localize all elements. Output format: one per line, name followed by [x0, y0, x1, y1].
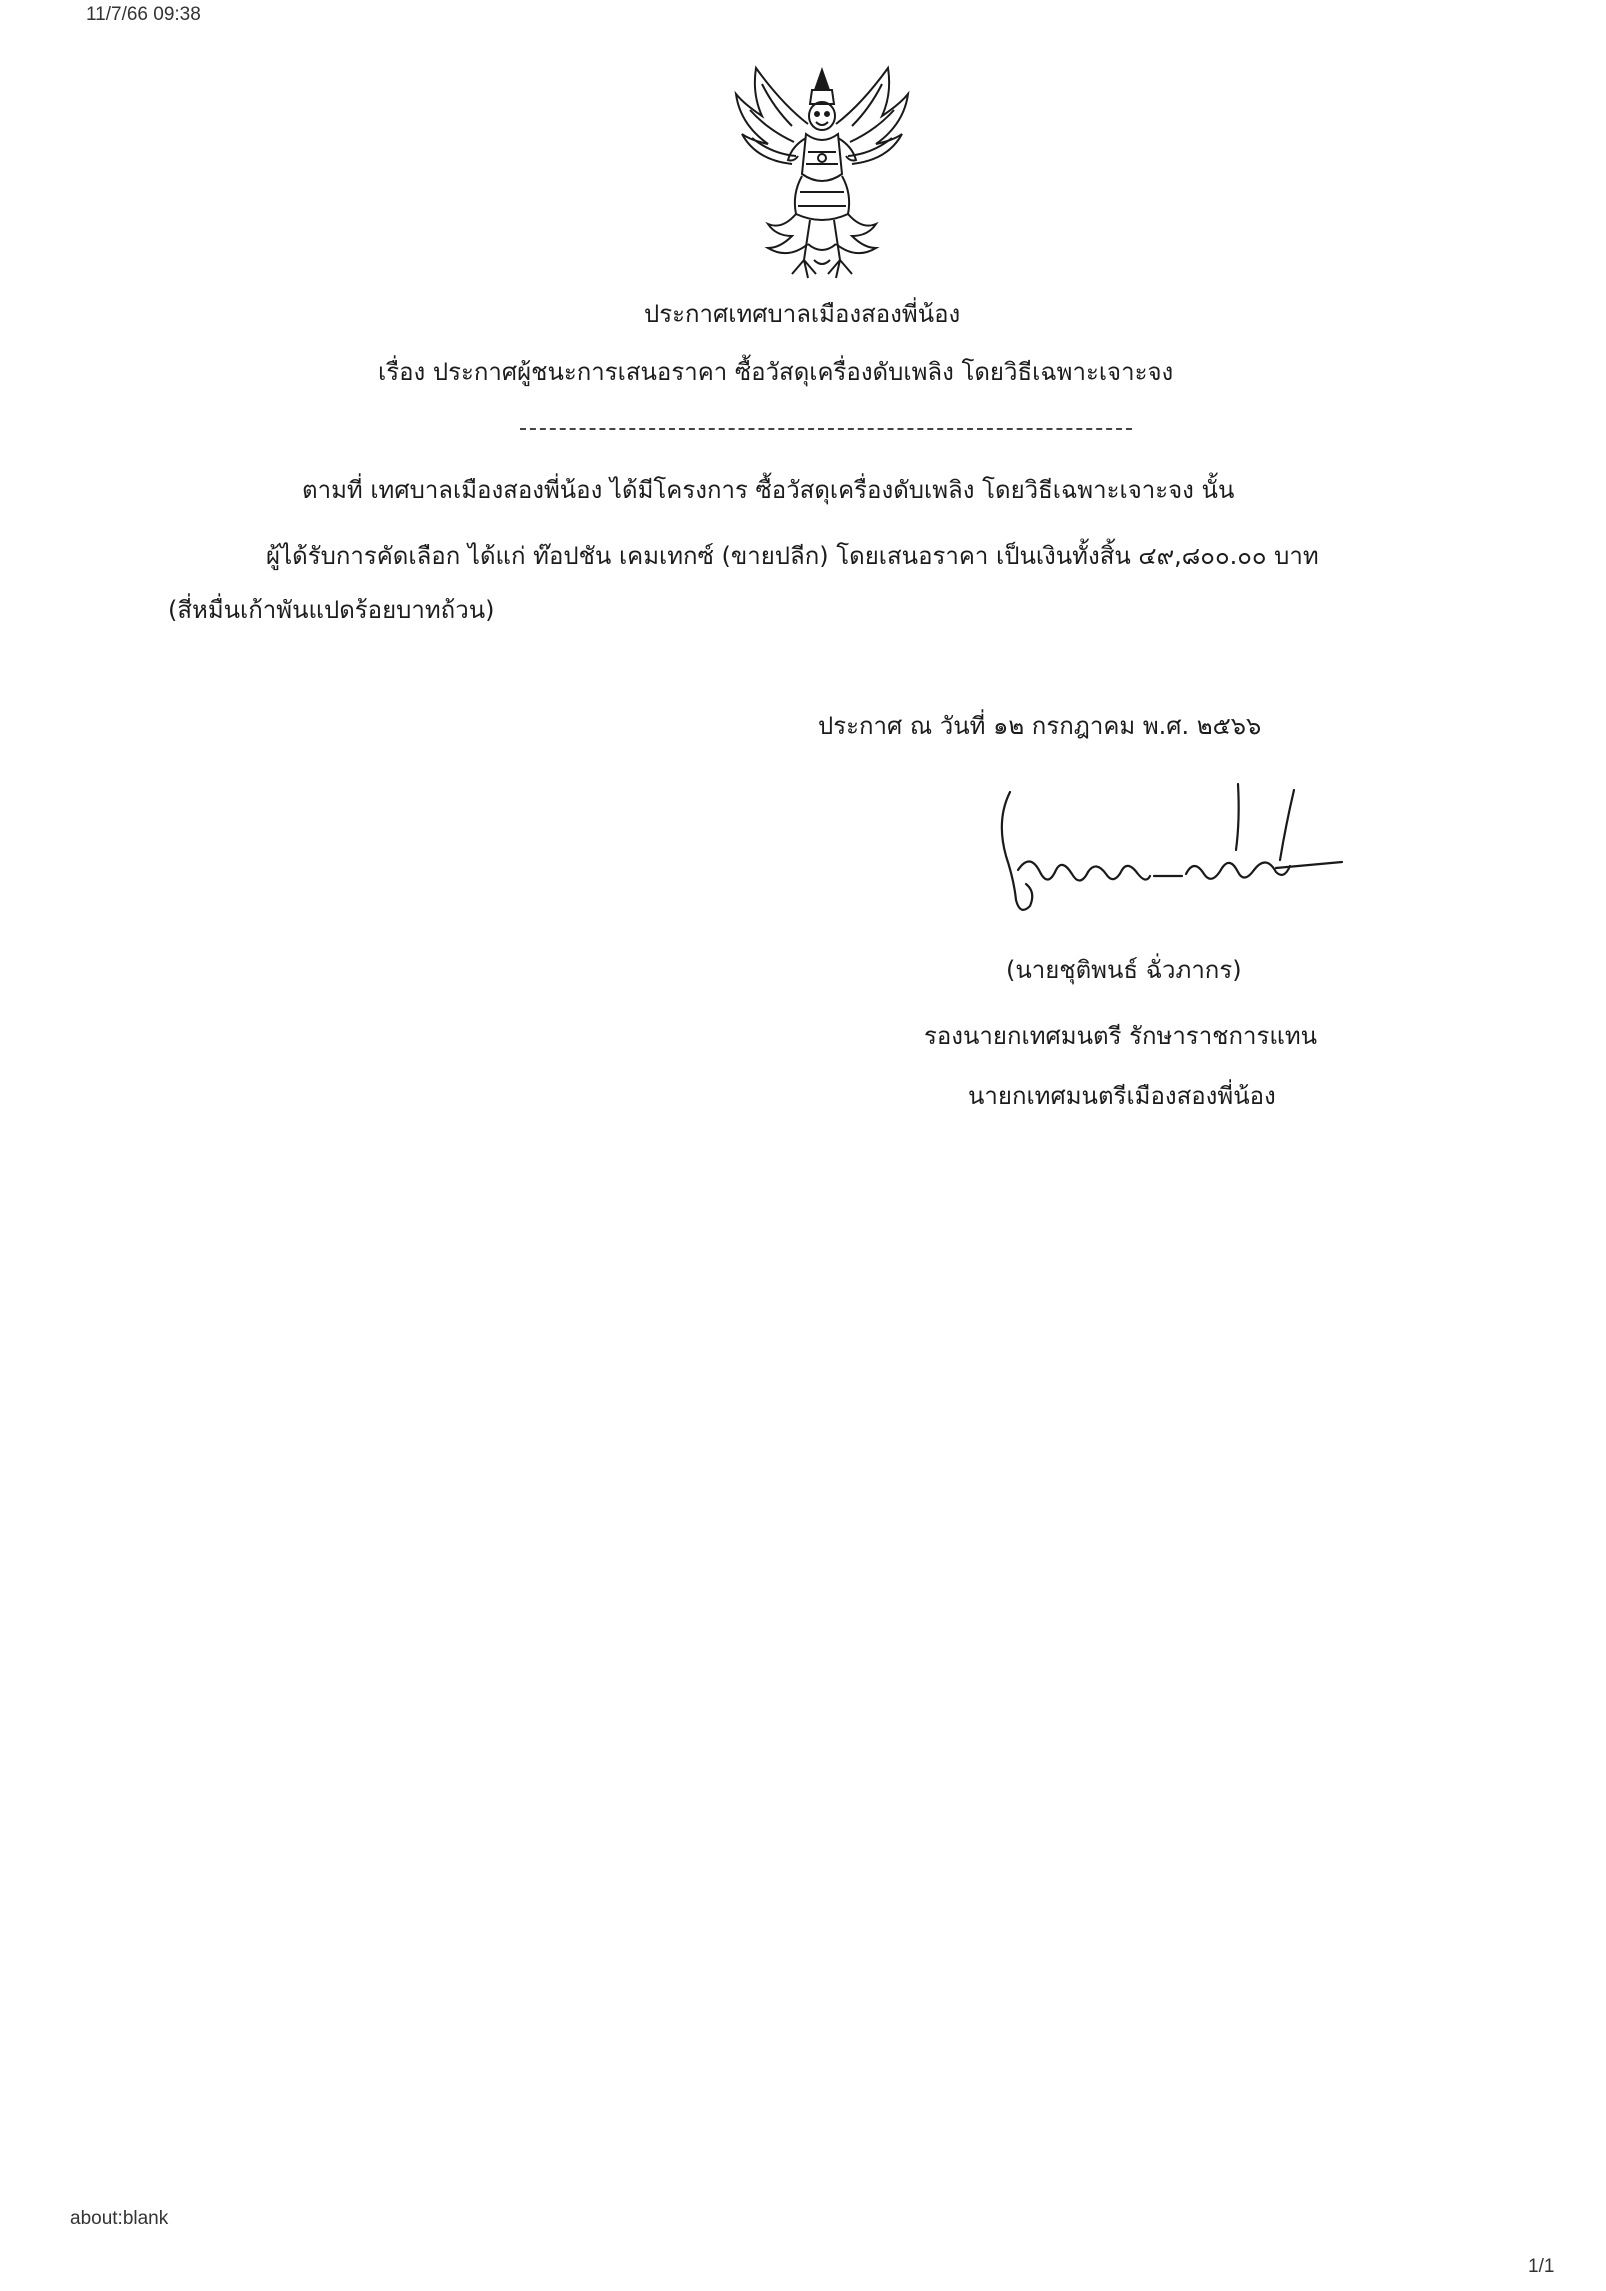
print-header-datetime: 11/7/66 09:38: [86, 4, 201, 25]
print-footer-page-number: 1/1: [1528, 2256, 1555, 2277]
signer-position-line-1: รองนายกเทศมนตรี รักษาราชการแทน: [924, 1022, 1318, 1050]
handwritten-signature-icon: [990, 780, 1350, 930]
document-subject: เรื่อง ประกาศผู้ชนะการเสนอราคา ซื้อวัสดุเครื่องดับเพลิง โดยวิธีเฉพาะเจาะจง: [378, 358, 1174, 386]
body-paragraph-line-1: ตามที่ เทศบาลเมืองสองพี่น้อง ได้มีโครงการ ซื้อวัสดุเครื่องดับเพลิง โดยวิธีเฉพาะเจาะจง นั้น: [302, 476, 1235, 504]
garuda-emblem-icon: [722, 64, 922, 294]
divider-line: [520, 428, 1132, 430]
signer-position-line-2: นายกเทศมนตรีเมืองสองพี่น้อง: [968, 1082, 1276, 1110]
signer-name: (นายชุติพนธ์ ฉั่วภากร): [1006, 956, 1242, 984]
print-footer-url: about:blank: [70, 2208, 169, 2229]
document-title: ประกาศเทศบาลเมืองสองพี่น้อง: [644, 300, 961, 328]
announcement-date: ประกาศ ณ วันที่ ๑๒ กรกฎาคม พ.ศ. ๒๕๖๖: [818, 712, 1262, 740]
body-paragraph-line-2: ผู้ได้รับการคัดเลือก ได้แก่ ท๊อปชัน เคมเทกซ์ (ขายปลีก) โดยเสนอราคา เป็นเงินทั้งสิ้น ๔๙,๘๐๐.๐๐ บาท: [266, 542, 1319, 570]
body-paragraph-line-3: (สี่หมื่นเก้าพันแปดร้อยบาทถ้วน): [168, 596, 495, 624]
